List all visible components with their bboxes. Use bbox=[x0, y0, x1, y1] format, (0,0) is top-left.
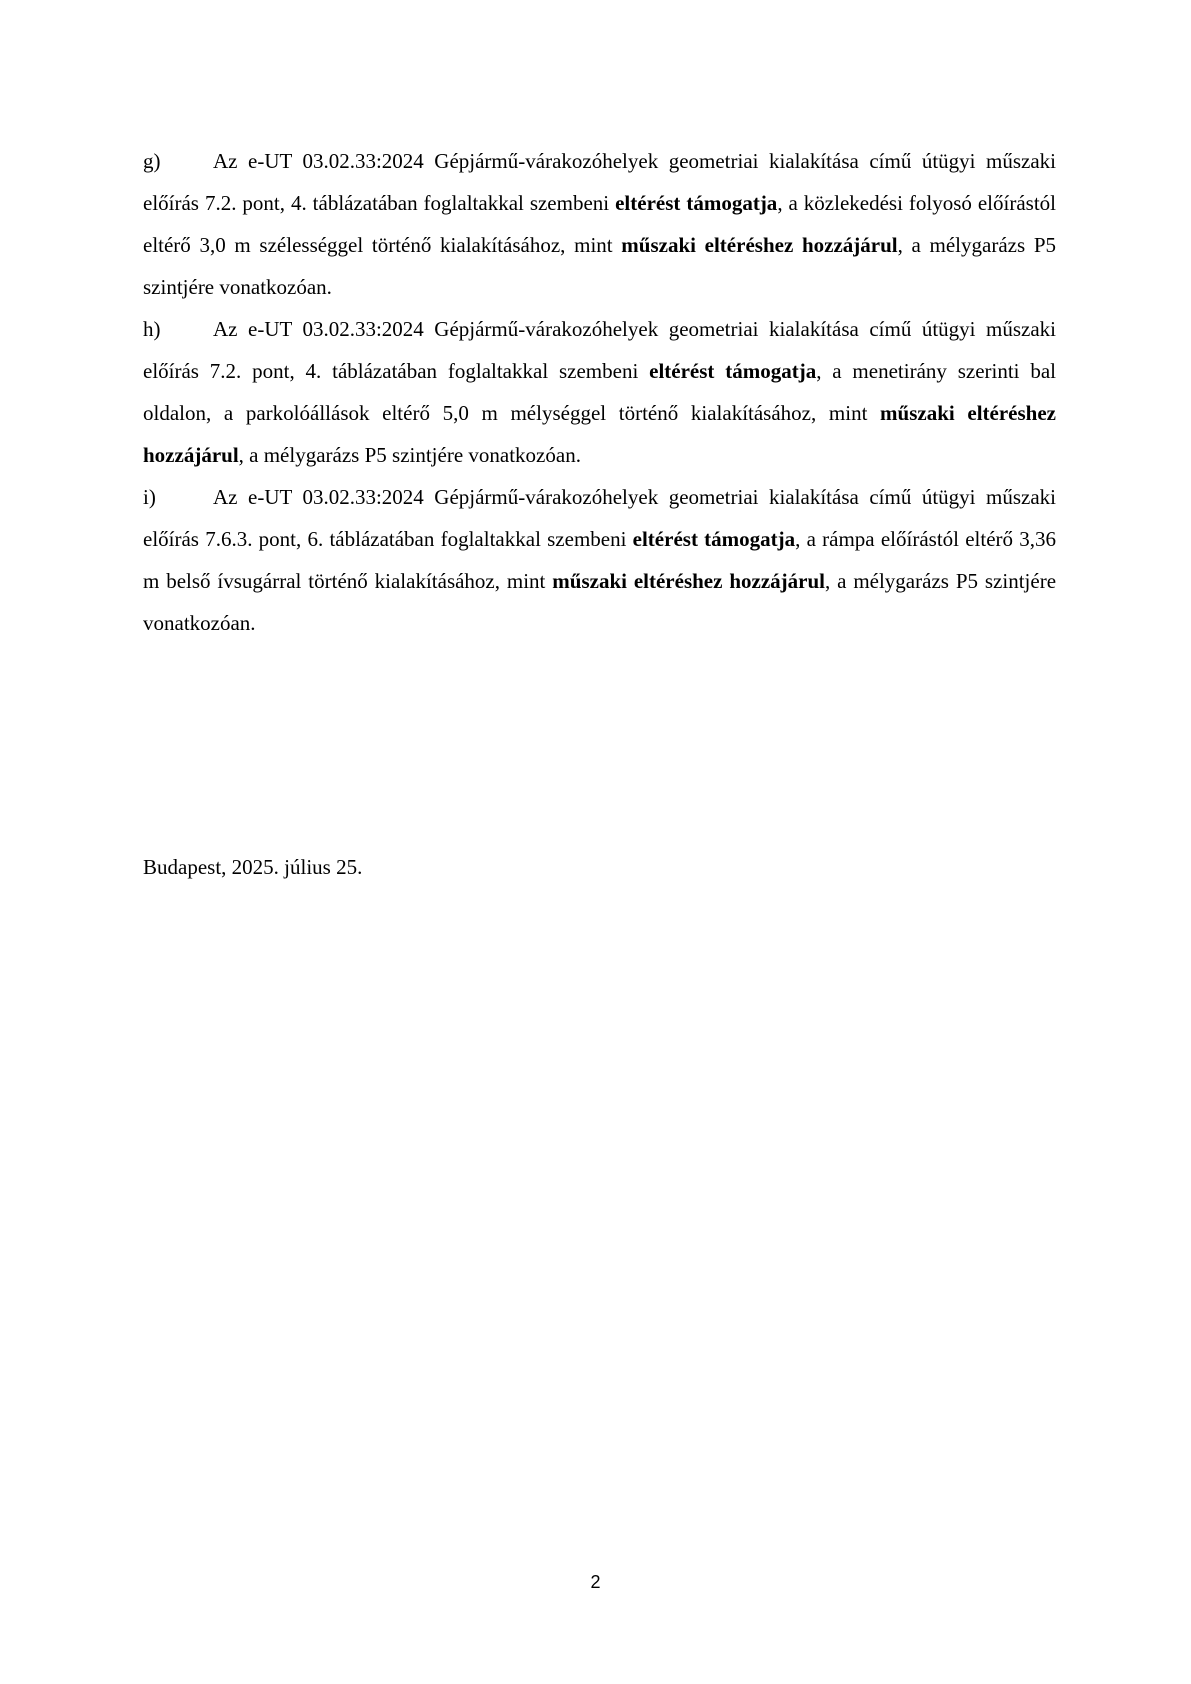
bold-phrase: eltérést támogatja bbox=[615, 191, 778, 215]
list-item-g bbox=[143, 140, 1056, 308]
list-marker: g) bbox=[143, 149, 161, 173]
bold-phrase: eltérést támogatja bbox=[632, 527, 796, 551]
list-marker: i) bbox=[143, 485, 156, 509]
place-and-date: Budapest, 2025. július 25. bbox=[143, 855, 363, 879]
list-item-i bbox=[143, 476, 1056, 644]
page-number: 2 bbox=[590, 1572, 601, 1592]
bold-phrase: eltérést támogatja bbox=[649, 359, 817, 383]
bold-phrase: műszaki eltéréshez hozzájárul bbox=[552, 569, 825, 593]
item-text: , a menetirány szerinti bal oldalon, a parkolóállások eltérő 5,0 m mélységgel történő kialakításához, mint bbox=[143, 359, 1057, 425]
item-text: , a mélygarázs P5 szintjére vonatkozóan. bbox=[238, 443, 581, 467]
list-item-h bbox=[143, 308, 1056, 476]
list-marker: h) bbox=[143, 317, 161, 341]
document-body bbox=[143, 140, 1056, 644]
item-text: , a mélygarázs P5 szintjére vonatkozóan. bbox=[143, 233, 1057, 299]
item-text: Az e-UT 03.02.33:2024 Gépjármű-várakozóhelyek geometriai kialakítása című útügyi műszaki előírás 7.2. pont, 4. táblázatában foglaltakkal szembeni bbox=[143, 317, 1056, 383]
item-text: , a rámpa előírástól eltérő 3,36 m belső ívsugárral történő kialakításához, mint bbox=[143, 527, 1056, 593]
bold-phrase: műszaki eltéréshez hozzájárul bbox=[143, 401, 1056, 467]
item-text: Az e-UT 03.02.33:2024 Gépjármű-várakozóhelyek geometriai kialakítása című útügyi műszaki előírás 7.2. pont, 4. táblázatában foglaltakkal szembeni bbox=[143, 149, 1056, 215]
item-text: , a mélygarázs P5 szintjére vonatkozóan. bbox=[143, 569, 1057, 635]
item-text: Az e-UT 03.02.33:2024 Gépjármű-várakozóhelyek geometriai kialakítása című útügyi műszaki előírás 7.6.3. pont, 6. táblázatában foglaltakkal szembeni bbox=[143, 485, 1056, 551]
item-text: , a közlekedési folyosó előírástól eltérő 3,0 m szélességgel történő kialakításához, mint bbox=[143, 191, 1057, 257]
bold-phrase: műszaki eltéréshez hozzájárul bbox=[621, 233, 898, 257]
